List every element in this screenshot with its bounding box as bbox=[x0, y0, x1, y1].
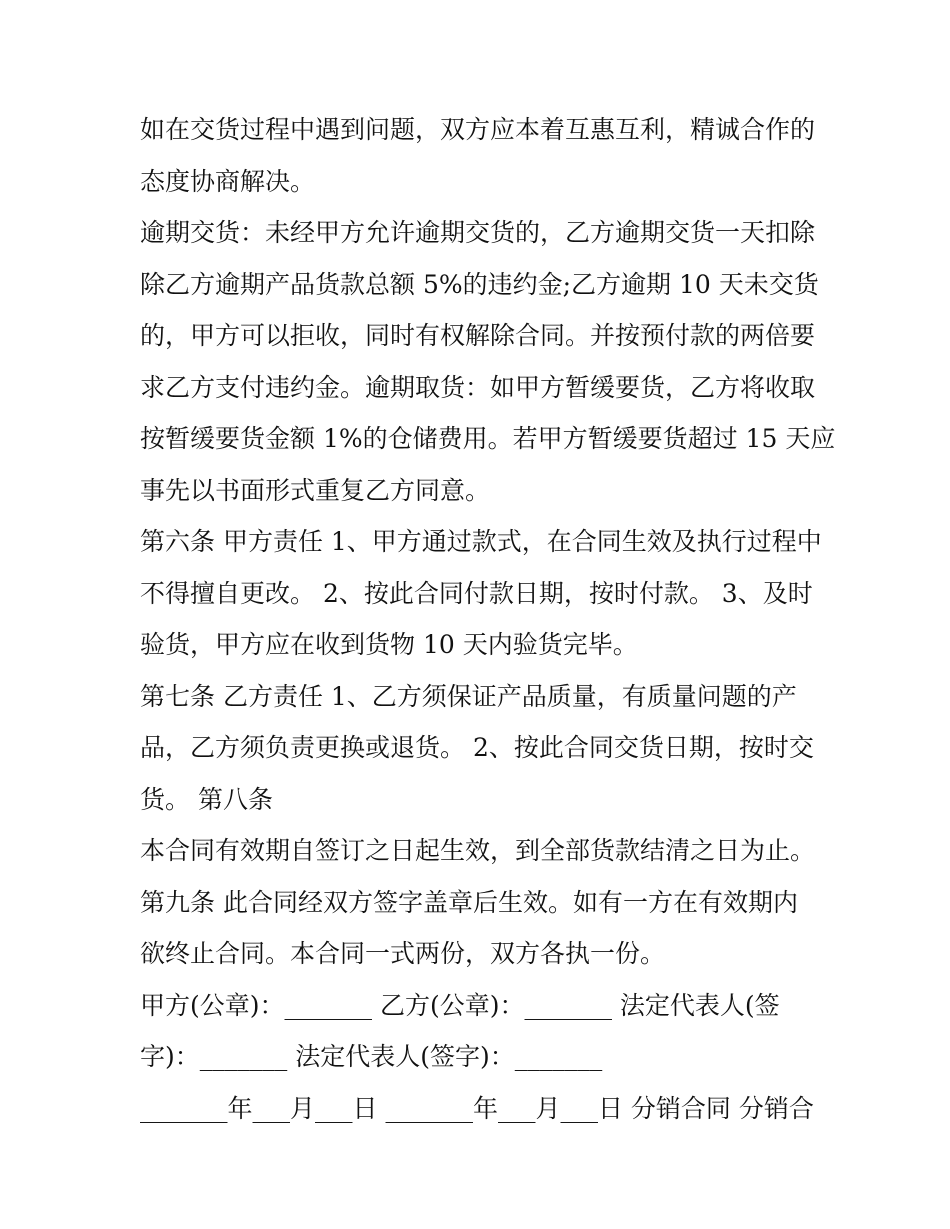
text-line: 态度协商解决。 bbox=[140, 166, 316, 196]
text-line: 第七条 乙方责任 1、乙方须保证产品质量，有质量问题的产 bbox=[140, 681, 797, 711]
text-line: 品，乙方须负责更换或退货。 2、按此合同交货日期，按时交 bbox=[140, 733, 814, 762]
text-line: 如在交货过程中遇到问题，双方应本着互惠互利，精诚合作的 bbox=[140, 115, 816, 144]
text-line: 逾期交货：未经甲方允许逾期交货的，乙方逾期交货一天扣除 bbox=[140, 218, 816, 247]
text-line: 第六条 甲方责任 1、甲方通过款式，在合同生效及执行过程中 bbox=[140, 527, 822, 556]
text-line: 求乙方支付违约金。逾期取货：如甲方暂缓要货，乙方将收取 bbox=[140, 372, 816, 402]
document-body bbox=[140, 104, 836, 1134]
signature-line: 甲方(公章)：_______ 乙方(公章)：_______ 法定代表人(签 bbox=[140, 990, 780, 1020]
text-line: 第九条 此合同经双方签字盖章后生效。如有一方在有效期内 bbox=[140, 887, 798, 917]
text-line: 欲终止合同。本合同一式两份，双方各执一份。 bbox=[140, 939, 666, 968]
date-line: _______年___月___日 _______年___月___日 分销合同 分销合 bbox=[140, 1093, 814, 1123]
text-line: 的，甲方可以拒收，同时有权解除合同。并按预付款的两倍要 bbox=[140, 321, 816, 350]
signature-line: 字)：_______ 法定代表人(签字)：_______ bbox=[140, 1042, 603, 1071]
text-line: 按暂缓要货金额 1%的仓储费用。若甲方暂缓要货超过 15 天应 bbox=[140, 424, 836, 453]
text-line: 除乙方逾期产品货款总额 5%的违约金;乙方逾期 10 天未交货 bbox=[140, 269, 819, 299]
text-line: 不得擅自更改。 2、按此合同付款日期，按时付款。 3、及时 bbox=[140, 578, 813, 608]
text-line: 事先以书面形式重复乙方同意。 bbox=[140, 475, 491, 505]
text-line: 本合同有效期自签订之日起生效，到全部货款结清之日为止。 bbox=[140, 836, 816, 865]
text-line: 货。 第八条 bbox=[140, 784, 273, 814]
text-line: 验货，甲方应在收到货物 10 天内验货完毕。 bbox=[140, 630, 638, 659]
